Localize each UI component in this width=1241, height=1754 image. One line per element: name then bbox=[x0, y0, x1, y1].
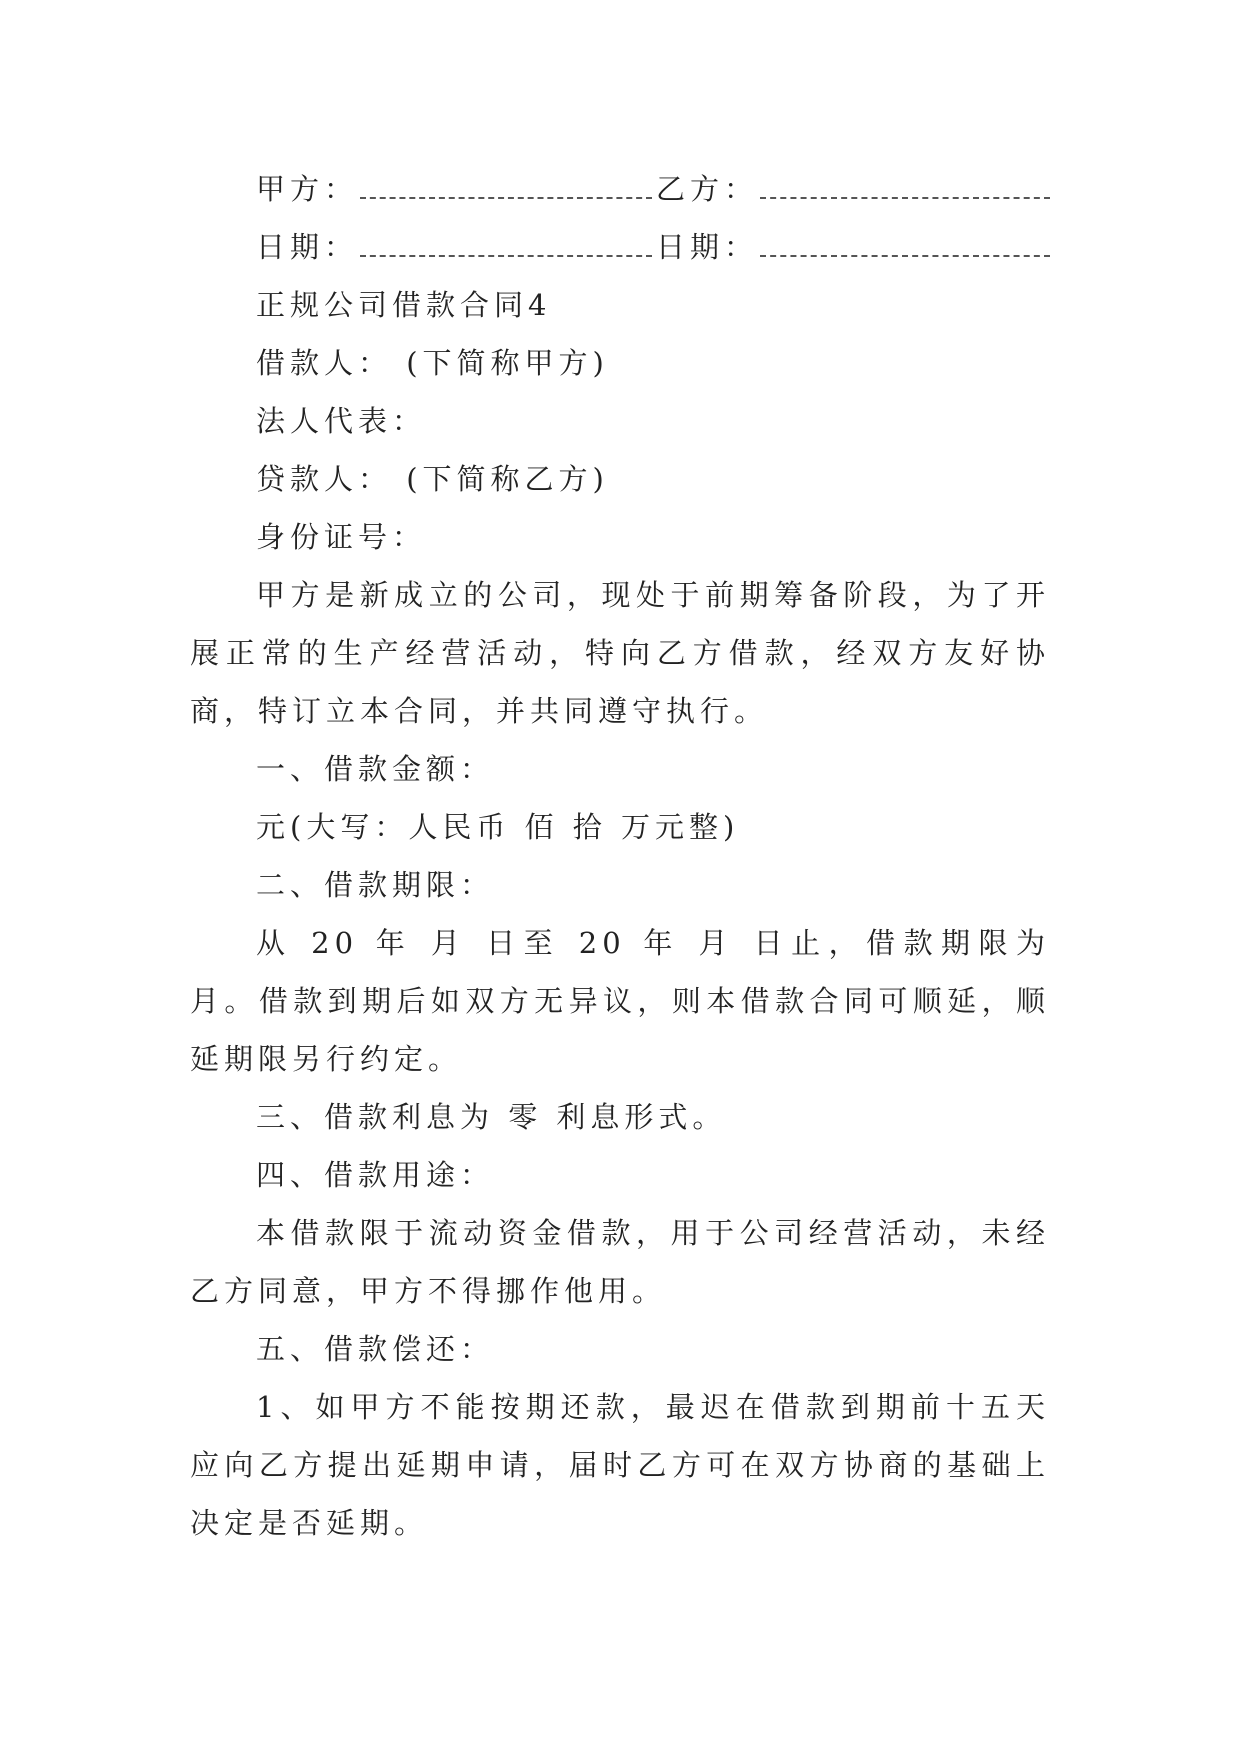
contract-title: 正规公司借款合同4 bbox=[256, 288, 552, 322]
party-b-signature-blank bbox=[760, 195, 1050, 199]
id-number-line: 身份证号： bbox=[256, 520, 427, 554]
borrower-line: 借款人： (下简称甲方) bbox=[256, 346, 609, 380]
section5-item1: 1、如甲方不能按期还款，最迟在借款到期前十五天应向乙方提出延期申请，届时乙方可在双方协商的基础上决定是否延期。 bbox=[190, 1390, 1050, 1540]
lender-line: 贷款人： (下简称乙方) bbox=[256, 462, 609, 496]
section1-heading: 一、借款金额： bbox=[256, 752, 495, 786]
date-b-blank bbox=[760, 253, 1050, 257]
section1-amount: 元(大写：人民币 佰 拾 万元整) bbox=[256, 810, 740, 844]
section4-heading: 四、借款用途： bbox=[256, 1158, 495, 1192]
legal-rep-line: 法人代表： bbox=[256, 404, 427, 438]
date-label-a: 日期： bbox=[256, 230, 359, 264]
party-a-signature-blank bbox=[360, 195, 652, 199]
section2-paragraph: 从 20 年 月 日至 20 年 月 日止，借款期限为 月。借款到期后如双方无异议，则本借款合同可顺延，顺延期限另行约定。 bbox=[190, 926, 1050, 1076]
party-signature-row bbox=[190, 160, 1050, 218]
party-b-label: 乙方： bbox=[655, 172, 758, 206]
section5-heading: 五、借款偿还： bbox=[256, 1332, 495, 1366]
intro-paragraph: 甲方是新成立的公司，现处于前期筹备阶段，为了开展正常的生产经营活动，特向乙方借款，经双方友好协商，特订立本合同，并共同遵守执行。 bbox=[190, 578, 1050, 728]
party-a-label: 甲方： bbox=[256, 172, 359, 206]
section4-paragraph: 本借款限于流动资金借款，用于公司经营活动，未经乙方同意，甲方不得挪作他用。 bbox=[190, 1216, 1050, 1308]
date-a-blank bbox=[360, 253, 652, 257]
section3-line: 三、借款利息为 零 利息形式。 bbox=[256, 1100, 727, 1134]
date-label-b: 日期： bbox=[655, 230, 758, 264]
date-signature-row bbox=[190, 218, 1050, 276]
section2-heading: 二、借款期限： bbox=[256, 868, 495, 902]
contract-page bbox=[190, 160, 1050, 1552]
